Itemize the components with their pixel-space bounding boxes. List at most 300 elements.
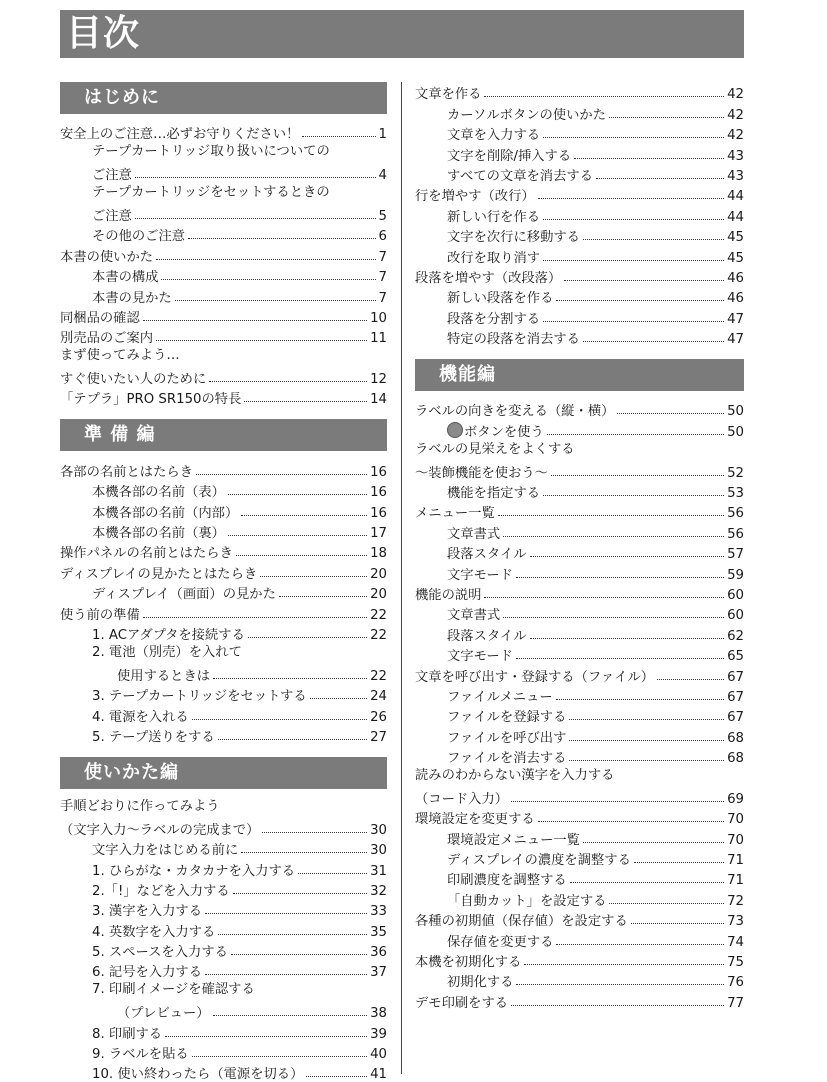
toc-line: 手順どおりに作ってみよう <box>60 798 220 814</box>
toc-entry <box>415 225 744 245</box>
dot-leader <box>538 821 724 822</box>
dot-leader <box>631 923 724 924</box>
dot-leader <box>530 638 725 639</box>
toc-entry-page: 22 <box>370 627 387 643</box>
dot-leader <box>583 341 724 342</box>
toc-entry-text: 8. 印刷する <box>92 1026 163 1042</box>
toc-line: 7. 印刷イメージを確認する <box>92 982 255 998</box>
toc-entry-label <box>447 543 527 562</box>
toc-entry <box>60 480 387 500</box>
dot-leader <box>484 96 724 97</box>
toc-entry-page: 30 <box>370 822 387 838</box>
toc-entry <box>60 204 387 224</box>
dot-leader <box>302 136 375 137</box>
toc-entry-page: 11 <box>370 331 387 347</box>
toc-entry-text: 使う前の準備 <box>60 607 140 623</box>
dot-leader <box>205 913 367 914</box>
toc-entry-page: 67 <box>727 710 744 726</box>
toc-entry-label <box>60 604 140 623</box>
page-title: 目次 <box>66 13 141 54</box>
dot-leader <box>574 158 724 159</box>
toc-entry <box>415 542 744 562</box>
toc-entry-label <box>447 104 606 123</box>
toc-entry-text: 本機各部の名前（表） <box>92 485 225 501</box>
toc-entry-page: 44 <box>727 209 744 225</box>
toc-entry <box>60 919 387 939</box>
dot-leader <box>165 1036 367 1037</box>
toc-entry-label <box>447 165 593 184</box>
toc-entry-page: 60 <box>727 587 744 603</box>
toc-entry <box>415 623 744 643</box>
toc-entry-text: 6. 記号を入力する <box>92 965 202 981</box>
toc-entry <box>60 879 387 899</box>
toc-entry-page: 7 <box>378 290 387 306</box>
toc-entry <box>60 1021 387 1041</box>
toc-entry <box>60 521 387 541</box>
toc-entry-text: 3. 漢字を入力する <box>92 904 202 920</box>
toc-entry-label <box>447 206 540 225</box>
toc-entry-label <box>60 388 241 407</box>
dot-leader <box>498 515 724 516</box>
toc-entry-text: 3. テープカートリッジをセットする <box>92 689 307 705</box>
toc-entry-label <box>60 542 233 561</box>
toc-entry-label <box>92 481 225 500</box>
dot-leader <box>503 617 724 618</box>
toc-entry-page: 44 <box>727 189 744 205</box>
dot-leader <box>213 678 367 679</box>
toc-entry-text: 2.「!」などを入力する <box>92 883 230 899</box>
toc-entry-label <box>60 563 257 582</box>
toc-entry-page: 56 <box>727 506 744 522</box>
dot-leader <box>511 1005 724 1006</box>
toc-entry-text: 1. ひらがな・カタカナを入力する <box>92 863 296 879</box>
toc-entry-label <box>415 788 508 807</box>
dot-leader <box>260 576 367 577</box>
toc-entry-page: 22 <box>370 607 387 623</box>
toc-entry-label <box>447 625 527 644</box>
page-title-bar <box>60 10 744 58</box>
section-header-label: 機能編 <box>439 364 496 386</box>
toc-entry-text: 文章を入力する <box>447 128 541 144</box>
toc-line: テープカートリッジをセットするときの <box>92 185 330 201</box>
toc-entry-page: 36 <box>370 945 387 961</box>
toc-entry-page: 70 <box>727 812 744 828</box>
toc-entry-text: 文字を次行に移動する <box>447 230 580 246</box>
toc-entry-text: その他のご注意 <box>92 229 186 245</box>
toc-entry-label <box>447 421 544 440</box>
toc-entry-label <box>92 205 132 224</box>
toc-entry <box>60 1042 387 1062</box>
section-header <box>60 757 387 789</box>
toc-entry <box>60 858 387 878</box>
toc-entry-page: 50 <box>727 424 744 440</box>
dot-leader <box>556 699 724 700</box>
toc-entry <box>415 888 744 908</box>
dot-leader <box>543 321 724 322</box>
toc-entry <box>60 1062 387 1082</box>
toc-entry-page: 77 <box>727 995 744 1011</box>
toc-entry-label <box>447 247 540 266</box>
toc-entry-label <box>447 931 553 950</box>
dot-leader <box>135 177 376 178</box>
toc-entry <box>415 266 744 286</box>
dot-leader <box>556 944 724 945</box>
toc-entry-page: 43 <box>727 168 744 184</box>
dot-leader <box>609 903 724 904</box>
toc-left-column <box>60 82 387 1082</box>
toc-entry-text: 本書の構成 <box>92 270 159 286</box>
toc-entry-page: 41 <box>370 1067 387 1082</box>
toc-entry-text: メニュー一覧 <box>415 506 495 522</box>
toc-entry-label <box>447 604 500 623</box>
toc-entry <box>60 224 387 244</box>
toc-entry-text: 1. ACアダプタを接続する <box>92 627 245 643</box>
toc-entry-page: 17 <box>370 526 387 542</box>
dot-leader <box>196 474 367 475</box>
toc-entry-page: 59 <box>727 567 744 583</box>
toc-line: テープカートリッジ取り扱いについての <box>92 144 330 160</box>
toc-entry <box>60 561 387 581</box>
toc-entry-label <box>92 961 202 980</box>
toc-entry <box>415 286 744 306</box>
toc-entry-text: ファイルを呼び出す <box>447 730 567 746</box>
toc-entry-page: 14 <box>370 392 387 408</box>
dot-leader <box>192 719 367 720</box>
toc-entry-text: 本書の使いかた <box>60 249 154 265</box>
toc-entry <box>60 623 387 643</box>
toc-entry-page: 73 <box>727 914 744 930</box>
toc-entry-label <box>447 747 566 766</box>
toc-entry-label <box>447 124 540 143</box>
toc-entry-text: 5. スペースを入力する <box>92 945 228 961</box>
toc-entry-label <box>415 502 495 521</box>
dot-leader <box>143 320 367 321</box>
toc-entry-label <box>92 1043 189 1062</box>
toc-entry-text: 「テプラ」PRO SR150の特長 <box>60 392 242 408</box>
toc-entry <box>415 164 744 184</box>
toc-entry <box>415 664 744 684</box>
toc-entry <box>415 603 744 623</box>
dot-leader <box>298 873 367 874</box>
toc-entry-page: 75 <box>727 955 744 971</box>
dot-leader <box>511 801 724 802</box>
dot-leader <box>218 739 367 740</box>
toc-entry-label <box>447 645 513 664</box>
dot-leader <box>244 401 367 402</box>
toc-entry-page: 31 <box>370 863 387 879</box>
toc-entry <box>415 123 744 143</box>
toc-entry-page: 47 <box>727 311 744 327</box>
toc-entry-label <box>447 727 566 746</box>
toc-entry <box>60 387 387 407</box>
toc-entry-label <box>447 287 553 306</box>
toc-entry-page: 42 <box>727 107 744 123</box>
toc-entry <box>60 899 387 919</box>
toc-entry <box>415 827 744 847</box>
toc-entry-text: 段落を分割する <box>447 311 541 327</box>
toc-entry <box>415 909 744 929</box>
toc-entry-text: ディスプレイの見かたとはたらき <box>60 566 258 582</box>
dot-leader <box>538 198 724 199</box>
dot-leader <box>228 535 367 536</box>
toc-entry-label <box>447 706 566 725</box>
toc-entry-page: 60 <box>727 608 744 624</box>
dot-leader <box>556 300 724 301</box>
toc-entry-page: 38 <box>370 1006 387 1022</box>
toc-entry-label <box>92 839 238 858</box>
toc-entry-text: 本機各部の名前（内部） <box>92 505 239 521</box>
toc-entry-page: 32 <box>370 883 387 899</box>
toc-entry <box>415 399 744 419</box>
dot-leader <box>484 597 724 598</box>
toc-entry-text: 本機を初期化する <box>415 955 522 971</box>
section-header <box>60 82 387 114</box>
dot-leader <box>241 852 367 853</box>
toc-entry <box>415 990 744 1010</box>
toc-entry <box>60 367 387 387</box>
toc-entry-page: 16 <box>370 485 387 501</box>
toc-entry-text: 文字を削除/挿入する <box>447 148 572 164</box>
toc-entry-page: 52 <box>727 465 744 481</box>
toc-entry-label <box>92 706 189 725</box>
toc-entry-label <box>92 164 132 183</box>
toc-entry <box>415 102 744 122</box>
toc-entry <box>415 481 744 501</box>
toc-entry <box>415 929 744 949</box>
dot-leader <box>551 475 724 476</box>
toc-entry-label <box>92 583 276 602</box>
toc-entry-page: 71 <box>727 873 744 889</box>
toc-entry-page: 53 <box>727 486 744 502</box>
toc-entry-label <box>447 523 500 542</box>
toc-entry <box>415 460 744 480</box>
toc-entry-text: 改行を取り消す <box>447 250 541 266</box>
toc-entry-text: 特定の段落を消去する <box>447 332 580 348</box>
toc-entry-label <box>415 992 508 1011</box>
dot-leader <box>310 698 367 699</box>
toc-entry-page: 45 <box>727 230 744 246</box>
toc-entry-label <box>92 624 245 643</box>
dot-leader <box>135 218 376 219</box>
toc-entry-text: 9. ラベルを貼る <box>92 1047 189 1063</box>
toc-entry <box>60 663 387 683</box>
toc-entry-page: 76 <box>727 975 744 991</box>
toc-entry-label <box>447 869 567 888</box>
dot-leader <box>570 882 724 883</box>
toc-entry-label <box>60 246 153 265</box>
dot-leader <box>218 934 367 935</box>
dot-leader <box>516 984 724 985</box>
toc-entry <box>60 602 387 622</box>
toc-entry-label <box>447 145 571 164</box>
dot-leader <box>543 219 724 220</box>
toc-entry <box>415 184 744 204</box>
toc-entry-page: 47 <box>727 332 744 348</box>
dot-leader <box>213 1015 368 1016</box>
dot-leader <box>236 555 367 556</box>
toc-entry-page: 37 <box>370 965 387 981</box>
toc-entry-text: ディスプレイ（画面）の見かた <box>92 587 276 603</box>
dot-leader <box>569 740 724 741</box>
toc-entry-text: すぐ使いたい人のために <box>60 372 207 388</box>
dot-leader <box>543 137 724 138</box>
toc-entry-page: 18 <box>370 546 387 562</box>
toc-entry <box>415 644 744 664</box>
toc-entry-label <box>415 83 481 102</box>
toc-entry-label <box>415 185 535 204</box>
toc-entry-page: 10 <box>370 310 387 326</box>
toc-entry <box>60 817 387 837</box>
toc-entry-label <box>60 307 140 326</box>
toc-entry-label <box>415 951 521 970</box>
dot-leader <box>657 679 724 680</box>
section-header-label: 準 備 編 <box>84 424 156 446</box>
toc-entry-text: 環境設定を変更する <box>415 812 535 828</box>
toc-entry-label <box>92 287 172 306</box>
dot-leader <box>503 536 724 537</box>
toc-entry-page: 35 <box>370 924 387 940</box>
toc-entry-text: ご注意 <box>92 168 132 184</box>
toc-entry-label <box>92 1063 303 1082</box>
dot-leader <box>143 617 367 618</box>
toc-entry-text: ファイルを消去する <box>447 751 567 767</box>
toc-entry <box>60 541 387 561</box>
toc-entry-page: 26 <box>370 709 387 725</box>
toc-entry-page: 12 <box>370 372 387 388</box>
toc-entry-page: 42 <box>727 128 744 144</box>
toc-entry-page: 62 <box>727 628 744 644</box>
toc-entry-label <box>415 462 548 481</box>
toc-entry-text: ファイルメニュー <box>447 689 553 705</box>
dot-leader <box>617 413 724 414</box>
toc-line: ラベルの見栄えをよくする <box>415 441 575 457</box>
toc-entry <box>60 306 387 326</box>
toc-entry-text: ボタンを使う <box>464 424 544 440</box>
toc-entry-text: 本書の見かた <box>92 290 172 306</box>
toc-entry-label <box>447 890 606 909</box>
toc-entry-page: 40 <box>370 1047 387 1063</box>
toc-entry-text: 各部の名前とはたらき <box>60 464 193 480</box>
toc-entry-text: 段落を増やす（改段落） <box>415 270 562 286</box>
dot-leader <box>209 381 367 382</box>
dot-leader <box>596 178 724 179</box>
toc-entry <box>415 327 744 347</box>
toc-entry-label <box>92 1023 162 1042</box>
toc-entry-label <box>447 328 580 347</box>
toc-entry <box>415 950 744 970</box>
toc-line: 2. 電池（別売）を入れて <box>92 644 242 660</box>
toc-entry-label <box>92 522 225 541</box>
dot-leader <box>262 832 367 833</box>
toc-entry-page: 67 <box>727 669 744 685</box>
dot-leader <box>543 260 724 261</box>
toc-entry-label <box>117 665 210 684</box>
toc-entry <box>60 265 387 285</box>
dot-leader <box>564 280 724 281</box>
toc-entry <box>60 582 387 602</box>
toc-entry-text: 段落スタイル <box>447 547 527 563</box>
toc-entry-label <box>447 308 540 327</box>
toc-entry-page: 67 <box>727 689 744 705</box>
toc-entry-text: 文章書式 <box>447 526 501 542</box>
toc-entry-page: 16 <box>370 505 387 521</box>
dot-leader <box>231 954 367 955</box>
toc-entry-label <box>447 849 631 868</box>
dot-leader <box>530 556 725 557</box>
toc-entry-text: 機能を指定する <box>447 486 541 502</box>
toc-entry <box>60 704 387 724</box>
section-header <box>60 419 387 451</box>
toc-entry-text: 「自動カット」を設定する <box>447 893 607 909</box>
toc-entry-label <box>415 666 654 685</box>
toc-entry <box>60 725 387 745</box>
toc-entry-label <box>92 880 230 899</box>
toc-entry <box>415 725 744 745</box>
toc-entry-text: 本機各部の名前（裏） <box>92 526 225 542</box>
toc-entry-page: 69 <box>727 791 744 807</box>
toc-entry <box>60 326 387 346</box>
dot-leader <box>583 842 724 843</box>
toc-entry <box>415 245 744 265</box>
toc-entry <box>415 521 744 541</box>
toc-entry-page: 57 <box>727 547 744 563</box>
toc-entry <box>60 459 387 479</box>
toc-entry-text: 各種の初期値（保存値）を設定する <box>415 914 628 930</box>
toc-entry-text: 文章書式 <box>447 608 501 624</box>
toc-entry-page: 5 <box>378 208 387 224</box>
toc-entry-page: 74 <box>727 934 744 950</box>
dot-leader <box>205 974 367 975</box>
toc-entry-text: 新しい段落を作る <box>447 291 554 307</box>
toc-entry-text: 文章を作る <box>415 87 482 103</box>
toc-entry-text: （プレビュー） <box>117 1006 210 1022</box>
toc-entry-text: すべての文章を消去する <box>447 168 593 184</box>
toc-entry <box>415 787 744 807</box>
toc-entry-label <box>92 900 202 919</box>
toc-entry-page: 72 <box>727 893 744 909</box>
dot-leader <box>516 577 724 578</box>
dot-leader <box>634 862 724 863</box>
toc-entry-text: 印刷濃度を調整する <box>447 873 567 889</box>
toc-entry-page: 42 <box>727 87 744 103</box>
toc-entry-label <box>447 482 540 501</box>
dot-leader <box>569 719 724 720</box>
toc-entry-text: 5. テープ送りをする <box>92 729 215 745</box>
dot-leader <box>228 494 367 495</box>
toc-entry-label <box>415 400 614 419</box>
dot-leader <box>583 239 724 240</box>
dot-leader <box>156 340 367 341</box>
toc-entry-page: 1 <box>378 127 387 143</box>
toc-entry-text: デモ印刷をする <box>415 995 509 1011</box>
toc-entry-text: ご注意 <box>92 208 132 224</box>
toc-entry <box>60 285 387 305</box>
toc-entry <box>415 419 744 439</box>
toc-entry-text: ラベルの向きを変える（縦・横） <box>415 404 615 420</box>
toc-entry-page: 68 <box>727 730 744 746</box>
toc-entry-text: ファイルを登録する <box>447 710 567 726</box>
toc-entry-label <box>60 123 299 142</box>
toc-entry <box>415 143 744 163</box>
toc-entry-page: 71 <box>727 853 744 869</box>
toc-entry-text: 行を増やす（改行） <box>415 189 535 205</box>
dot-leader <box>156 259 375 260</box>
toc-entry-text: 4. 英数字を入力する <box>92 924 216 940</box>
toc-entry-page: 6 <box>378 229 387 245</box>
toc-entry-label <box>117 1002 210 1021</box>
toc-entry-label <box>92 502 238 521</box>
toc-entry-label <box>447 226 580 245</box>
